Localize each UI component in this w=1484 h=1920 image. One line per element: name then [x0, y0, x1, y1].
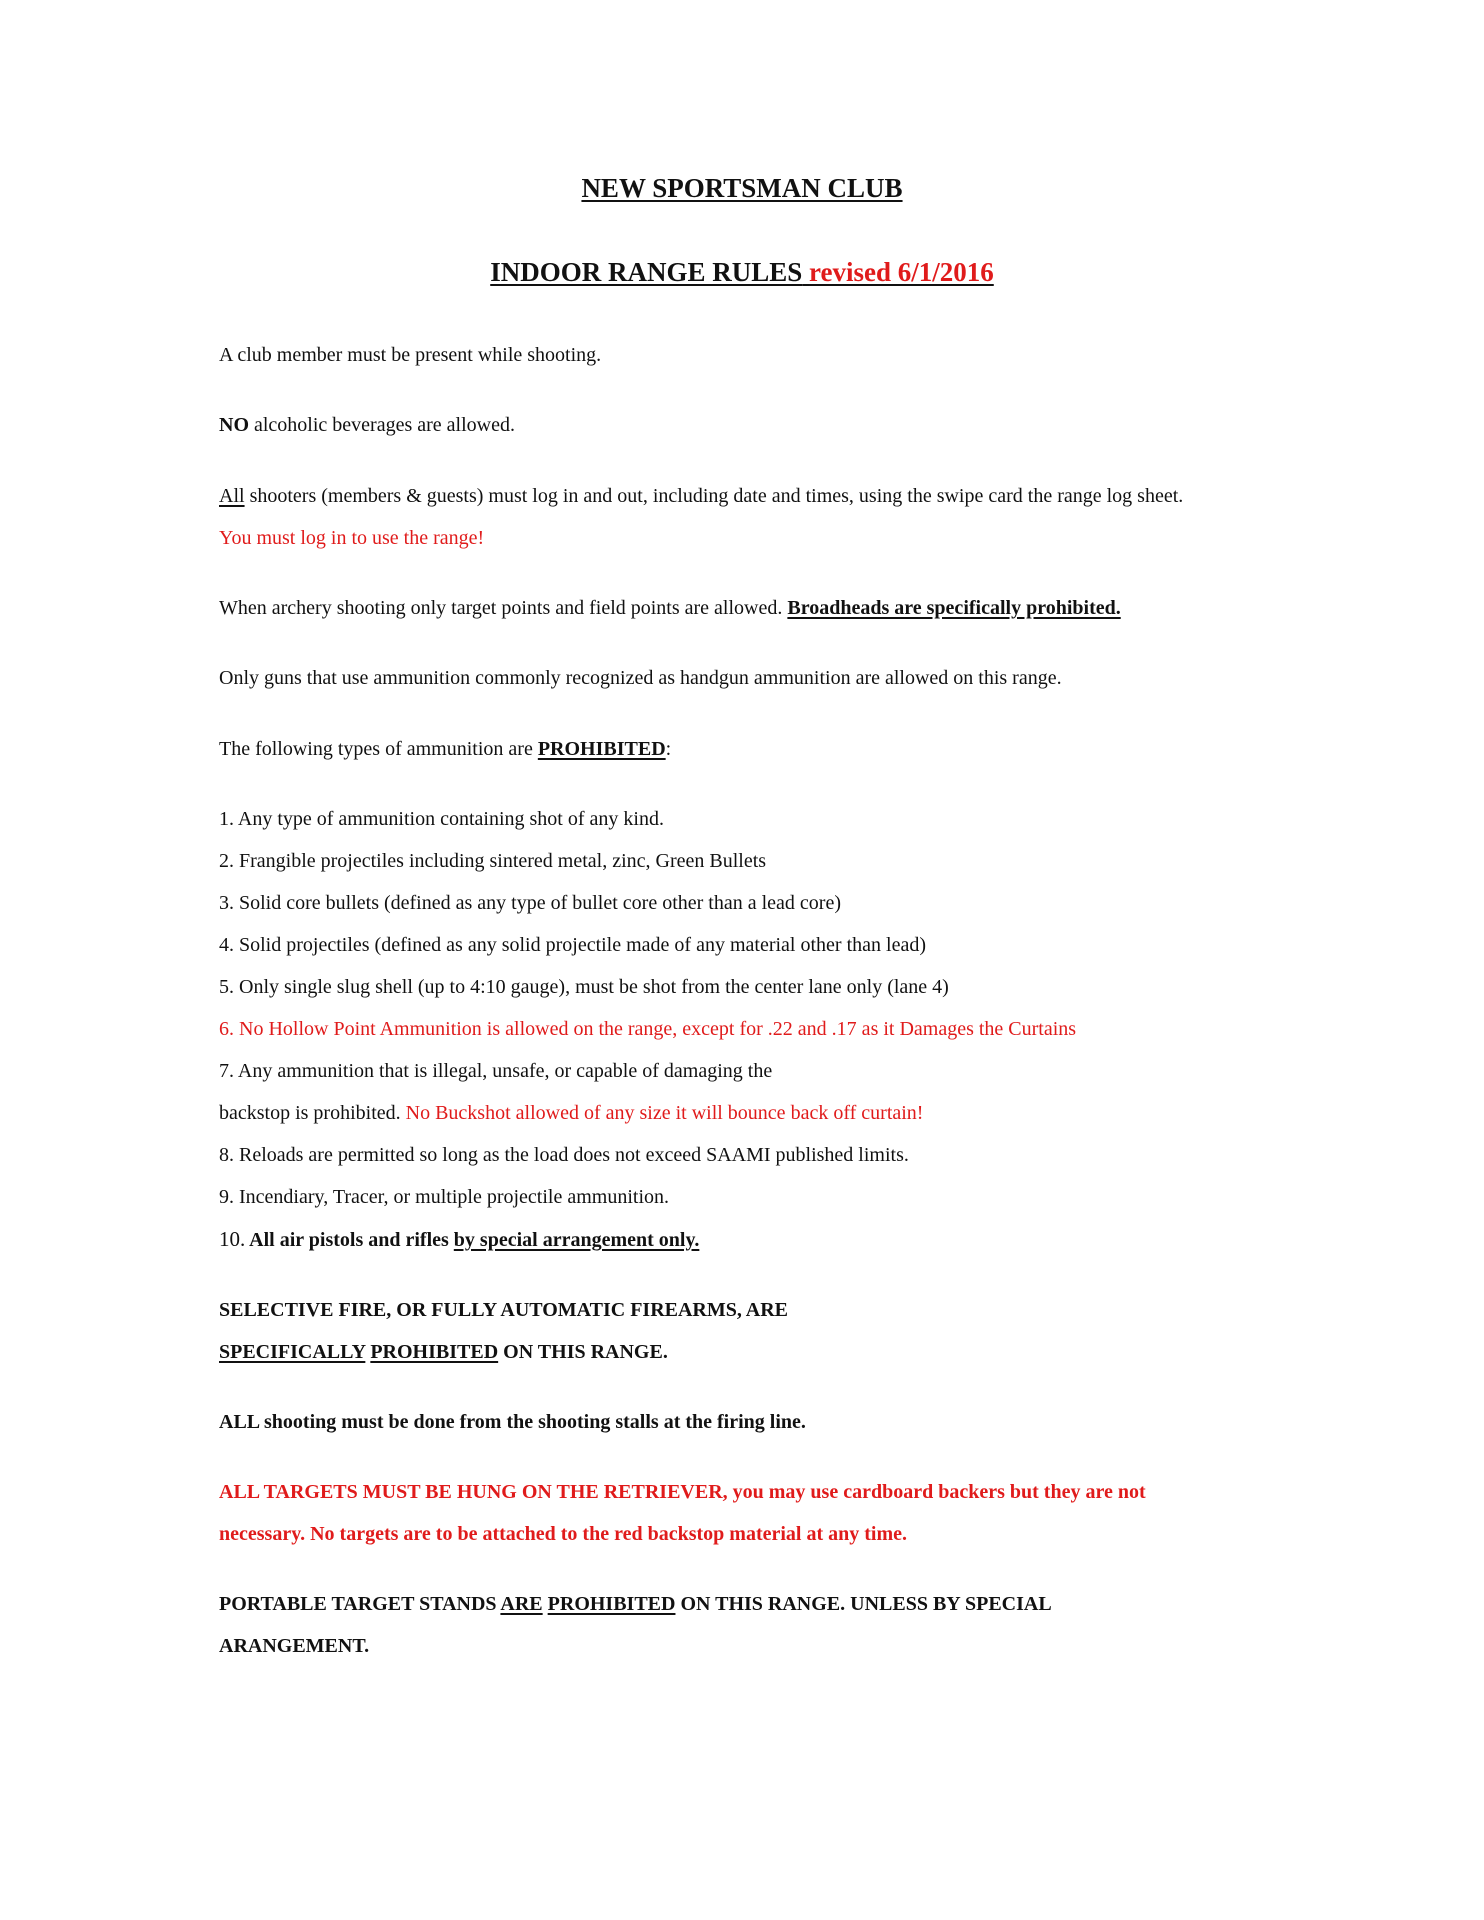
broadheads-prohibited: Broadheads are specifically prohibited.	[787, 597, 1121, 619]
buckshot-warning: No Buckshot allowed of any size it will bounce back off curtain!	[405, 1102, 924, 1124]
item-10-number: 10.	[219, 1227, 246, 1251]
prohibited-emphasis: PROHIBITED	[537, 738, 666, 760]
ammo-item-8: 8. Reloads are permitted so long as the load does not exceed SAAMI published limits.	[219, 1144, 909, 1166]
no-emphasis: NO	[219, 414, 249, 436]
portable-stands-line-1	[219, 1592, 1052, 1616]
ammo-item-1: 1. Any type of ammunition containing shot of any kind.	[219, 808, 664, 830]
all-emphasis: All	[219, 485, 245, 507]
portable-rest: ON THIS RANGE. UNLESS BY SPECIAL	[675, 1593, 1052, 1615]
ammo-item-10	[219, 1227, 699, 1252]
ammo-item-2: 2. Frangible projectiles including sintered metal, zinc, Green Bullets	[219, 850, 767, 872]
rule-prohibited-intro	[219, 737, 671, 761]
special-arrangement: by special arrangement only.	[453, 1229, 700, 1251]
ammo-item-6: 6. No Hollow Point Ammunition is allowed on the range, except for .22 and .17 as it Damages the Curtains	[219, 1018, 1077, 1040]
ammo-item-7: 7. Any ammunition that is illegal, unsafe, or capable of damaging the	[219, 1060, 773, 1082]
club-name: NEW SPORTSMAN CLUB	[581, 173, 903, 203]
rule-no-alcohol	[219, 413, 515, 437]
rule-log-in-out	[219, 484, 1183, 508]
ammo-item-3: 3. Solid core bullets (defined as any type of bullet core other than a lead core)	[219, 892, 841, 914]
ammo-item-5: 5. Only single slug shell (up to 4:10 gauge), must be shot from the center lane only (lane 4)	[219, 976, 949, 998]
prohibited-colon: :	[665, 738, 672, 760]
prohibited-intro-text: The following types of ammunition are	[219, 738, 538, 760]
firing-line-rule: ALL shooting must be done from the shooting stalls at the firing line.	[219, 1411, 806, 1433]
selective-fire-line-1: SELECTIVE FIRE, OR FULLY AUTOMATIC FIREARMS, ARE	[219, 1299, 788, 1321]
ammo-item-4: 4. Solid projectiles (defined as any solid projectile made of any material other than lead)	[219, 934, 926, 956]
targets-rule-line-1: ALL TARGETS MUST BE HUNG ON THE RETRIEVER, you may use cardboard backers but they are not	[219, 1481, 1146, 1503]
portable-prohibited-emphasis: PROHIBITED	[547, 1593, 676, 1615]
revision-date: revised 6/1/2016	[809, 257, 994, 287]
rules-title: INDOOR RANGE RULES	[490, 257, 803, 287]
rule-handgun-only: Only guns that use ammunition commonly recognized as handgun ammunition are allowed on this range.	[219, 667, 1062, 689]
backstop-text: backstop is prohibited.	[219, 1102, 406, 1124]
selective-rest: ON THIS RANGE.	[498, 1341, 668, 1363]
selective-fire-line-2	[219, 1340, 668, 1364]
rule-archery	[219, 596, 1121, 620]
log-text: shooters (members & guests) must log in and out, including date and times, using the swipe card the range log sheet.	[244, 485, 1184, 507]
portable-stands-line-2: ARANGEMENT.	[219, 1635, 370, 1657]
are-emphasis: ARE	[500, 1593, 543, 1615]
ammo-item-9: 9. Incendiary, Tracer, or multiple projectile ammunition.	[219, 1186, 670, 1208]
rule-member-present: A club member must be present while shooting.	[219, 344, 602, 366]
rules-title-heading	[0, 257, 1484, 288]
archery-text: When archery shooting only target points and field points are allowed.	[219, 597, 788, 619]
no-alcohol-text: alcoholic beverages are allowed.	[249, 414, 515, 436]
specifically-emphasis: SPECIFICALLY	[219, 1341, 366, 1363]
ammo-item-7-continued	[219, 1101, 923, 1125]
portable-start: PORTABLE TARGET STANDS	[219, 1593, 501, 1615]
selective-prohibited-emphasis: PROHIBITED	[370, 1341, 499, 1363]
log-warning: You must log in to use the range!	[219, 527, 485, 549]
club-name-heading	[0, 173, 1484, 204]
targets-rule-line-2: necessary. No targets are to be attached to the red backstop material at any time.	[219, 1523, 908, 1545]
air-pistols-text: All air pistols and rifles	[245, 1229, 454, 1251]
